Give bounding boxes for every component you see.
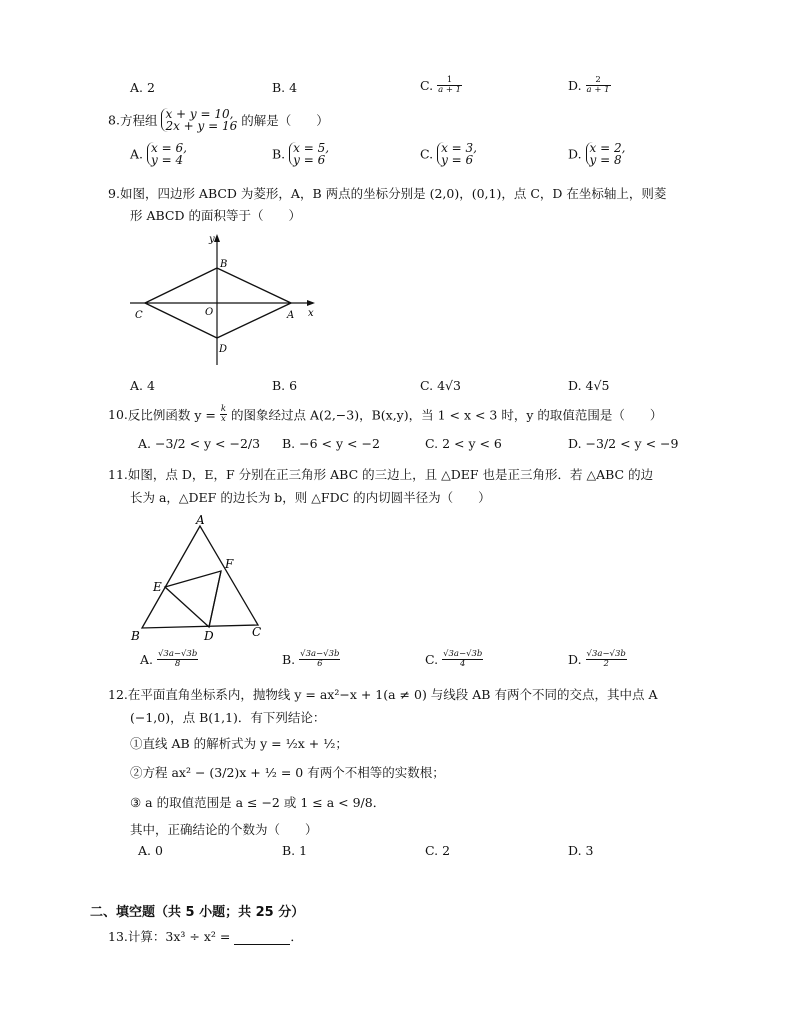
q11-stem-line2: 长为 a，△DEF 的边长为 b，则 △FDC 的内切圆半径为（ ）	[130, 490, 491, 505]
x-axis-arrow	[307, 300, 315, 306]
triangle-def	[165, 571, 221, 627]
q11-triangle-figure	[128, 512, 278, 644]
q7-d-fraction: $\frac{2}{a + 1}$	[586, 75, 610, 95]
q8-option-a: A. x = 6, y = 4	[130, 141, 187, 167]
q9-option-c: C. 4√3	[420, 378, 461, 393]
label-o: O	[205, 307, 214, 318]
q11-option-c: C. $\frac{√3a-√3b}{4}$	[425, 649, 483, 669]
q7-option-b: B. 4	[272, 80, 298, 95]
q8-equation-system: x + y = 10, 2x + y = 16	[161, 108, 237, 132]
q9-rhombus-figure	[125, 230, 325, 370]
q7-c-fraction: $\frac{1}{a + 1}$	[438, 75, 462, 95]
q7-option-d: D. $\frac{2}{a + 1}$	[568, 75, 610, 95]
q9-option-b: B. 6	[272, 378, 298, 393]
q8-option-b: B. x = 5, y = 6	[272, 141, 330, 167]
q7-option-c: C. $\frac{1}{a + 1}$	[420, 75, 462, 95]
q7-option-a: A. 2	[130, 80, 155, 95]
q12-conclusion-2: ②方程 ax² − (3/2)x + ½ = 0 有两个不相等的实数根；	[130, 765, 445, 780]
q11-option-d: D. $\frac{√3a-√3b}{2}$	[568, 649, 626, 669]
q12-stem-line2: (−1,0)，点 B(1,1)．有下列结论：	[130, 710, 326, 725]
q11-option-b: B. $\frac{√3a-√3b}{6}$	[282, 649, 340, 669]
q13-stem: 13.计算：3x³ ÷ x² = ．	[108, 929, 303, 944]
q10-option-c: C. 2 < y < 6	[425, 436, 502, 451]
q9-stem-line2: 形 ABCD 的面积等于（ ）	[130, 208, 301, 223]
q12-question-line: 其中，正确结论的个数为（ ）	[130, 822, 318, 837]
q12-option-b: B. 1	[282, 843, 308, 858]
label-x: x	[308, 308, 314, 319]
label-c: C	[135, 310, 143, 321]
q12-option-a: A. 0	[138, 843, 163, 858]
label-e: E	[153, 580, 162, 594]
q10-stem: 10.反比例函数 y = $\frac{k}{x}$ 的图象经过点 A(2,−3)，B(x,y)，当 1 < x < 3 时，y 的取值范围是（ ）	[108, 404, 663, 424]
q12-conclusion-3: ③ a 的取值范围是 a ≤ −2 或 1 ≤ a < 9/8．	[130, 795, 386, 810]
q8-option-d: D. x = 2, y = 8	[568, 141, 626, 167]
y-axis-arrow	[214, 234, 220, 242]
label-b: B	[131, 629, 140, 643]
q10-option-a: A. −3/2 < y < −2/3	[138, 436, 261, 451]
label-d: D	[219, 344, 228, 355]
q9-option-a: A. 4	[130, 378, 155, 393]
q12-option-c: C. 2	[425, 843, 451, 858]
label-f: F	[225, 557, 234, 571]
label-b: B	[220, 259, 228, 270]
label-a: A	[287, 310, 295, 321]
section-title-fill-in: 二、填空题（共 5 小题；共 25 分）	[90, 905, 305, 920]
label-a: A	[196, 513, 205, 527]
q12-stem-line1: 12.在平面直角坐标系内，抛物线 y = ax²−x + 1(a ≠ 0) 与线段 AB 有两个不同的交点，其中点 A	[108, 687, 658, 702]
q10-option-d: D. −3/2 < y < −9	[568, 436, 679, 451]
q12-option-d: D. 3	[568, 843, 594, 858]
q9-option-d: D. 4√5	[568, 378, 610, 393]
q11-stem-line1: 11.如图，点 D，E，F 分别在正三角形 ABC 的三边上，且 △DEF 也是正三角形．若 △ABC 的边	[108, 467, 654, 482]
label-c: C	[252, 625, 262, 639]
q11-option-a: A. $\frac{√3a-√3b}{8}$	[140, 649, 198, 669]
q13-answer-blank[interactable]	[234, 932, 290, 945]
q8-option-c: C. x = 3, y = 6	[420, 141, 477, 167]
q10-fraction-k-over-x: $\frac{k}{x}$	[220, 404, 227, 424]
q8-stem: 8.方程组 x + y = 10, 2x + y = 16 的解是（ ）	[108, 107, 329, 133]
label-d: D	[204, 629, 214, 643]
q9-stem-line1: 9.如图，四边形 ABCD 为菱形，A，B 两点的坐标分别是 (2,0)，(0,1)，点 C，D 在坐标轴上，则菱	[108, 186, 667, 201]
q10-option-b: B. −6 < y < −2	[282, 436, 380, 451]
q12-conclusion-1: ①直线 AB 的解析式为 y = ½x + ½；	[130, 736, 348, 751]
label-y: y	[209, 234, 215, 245]
segment-fd	[209, 571, 221, 627]
